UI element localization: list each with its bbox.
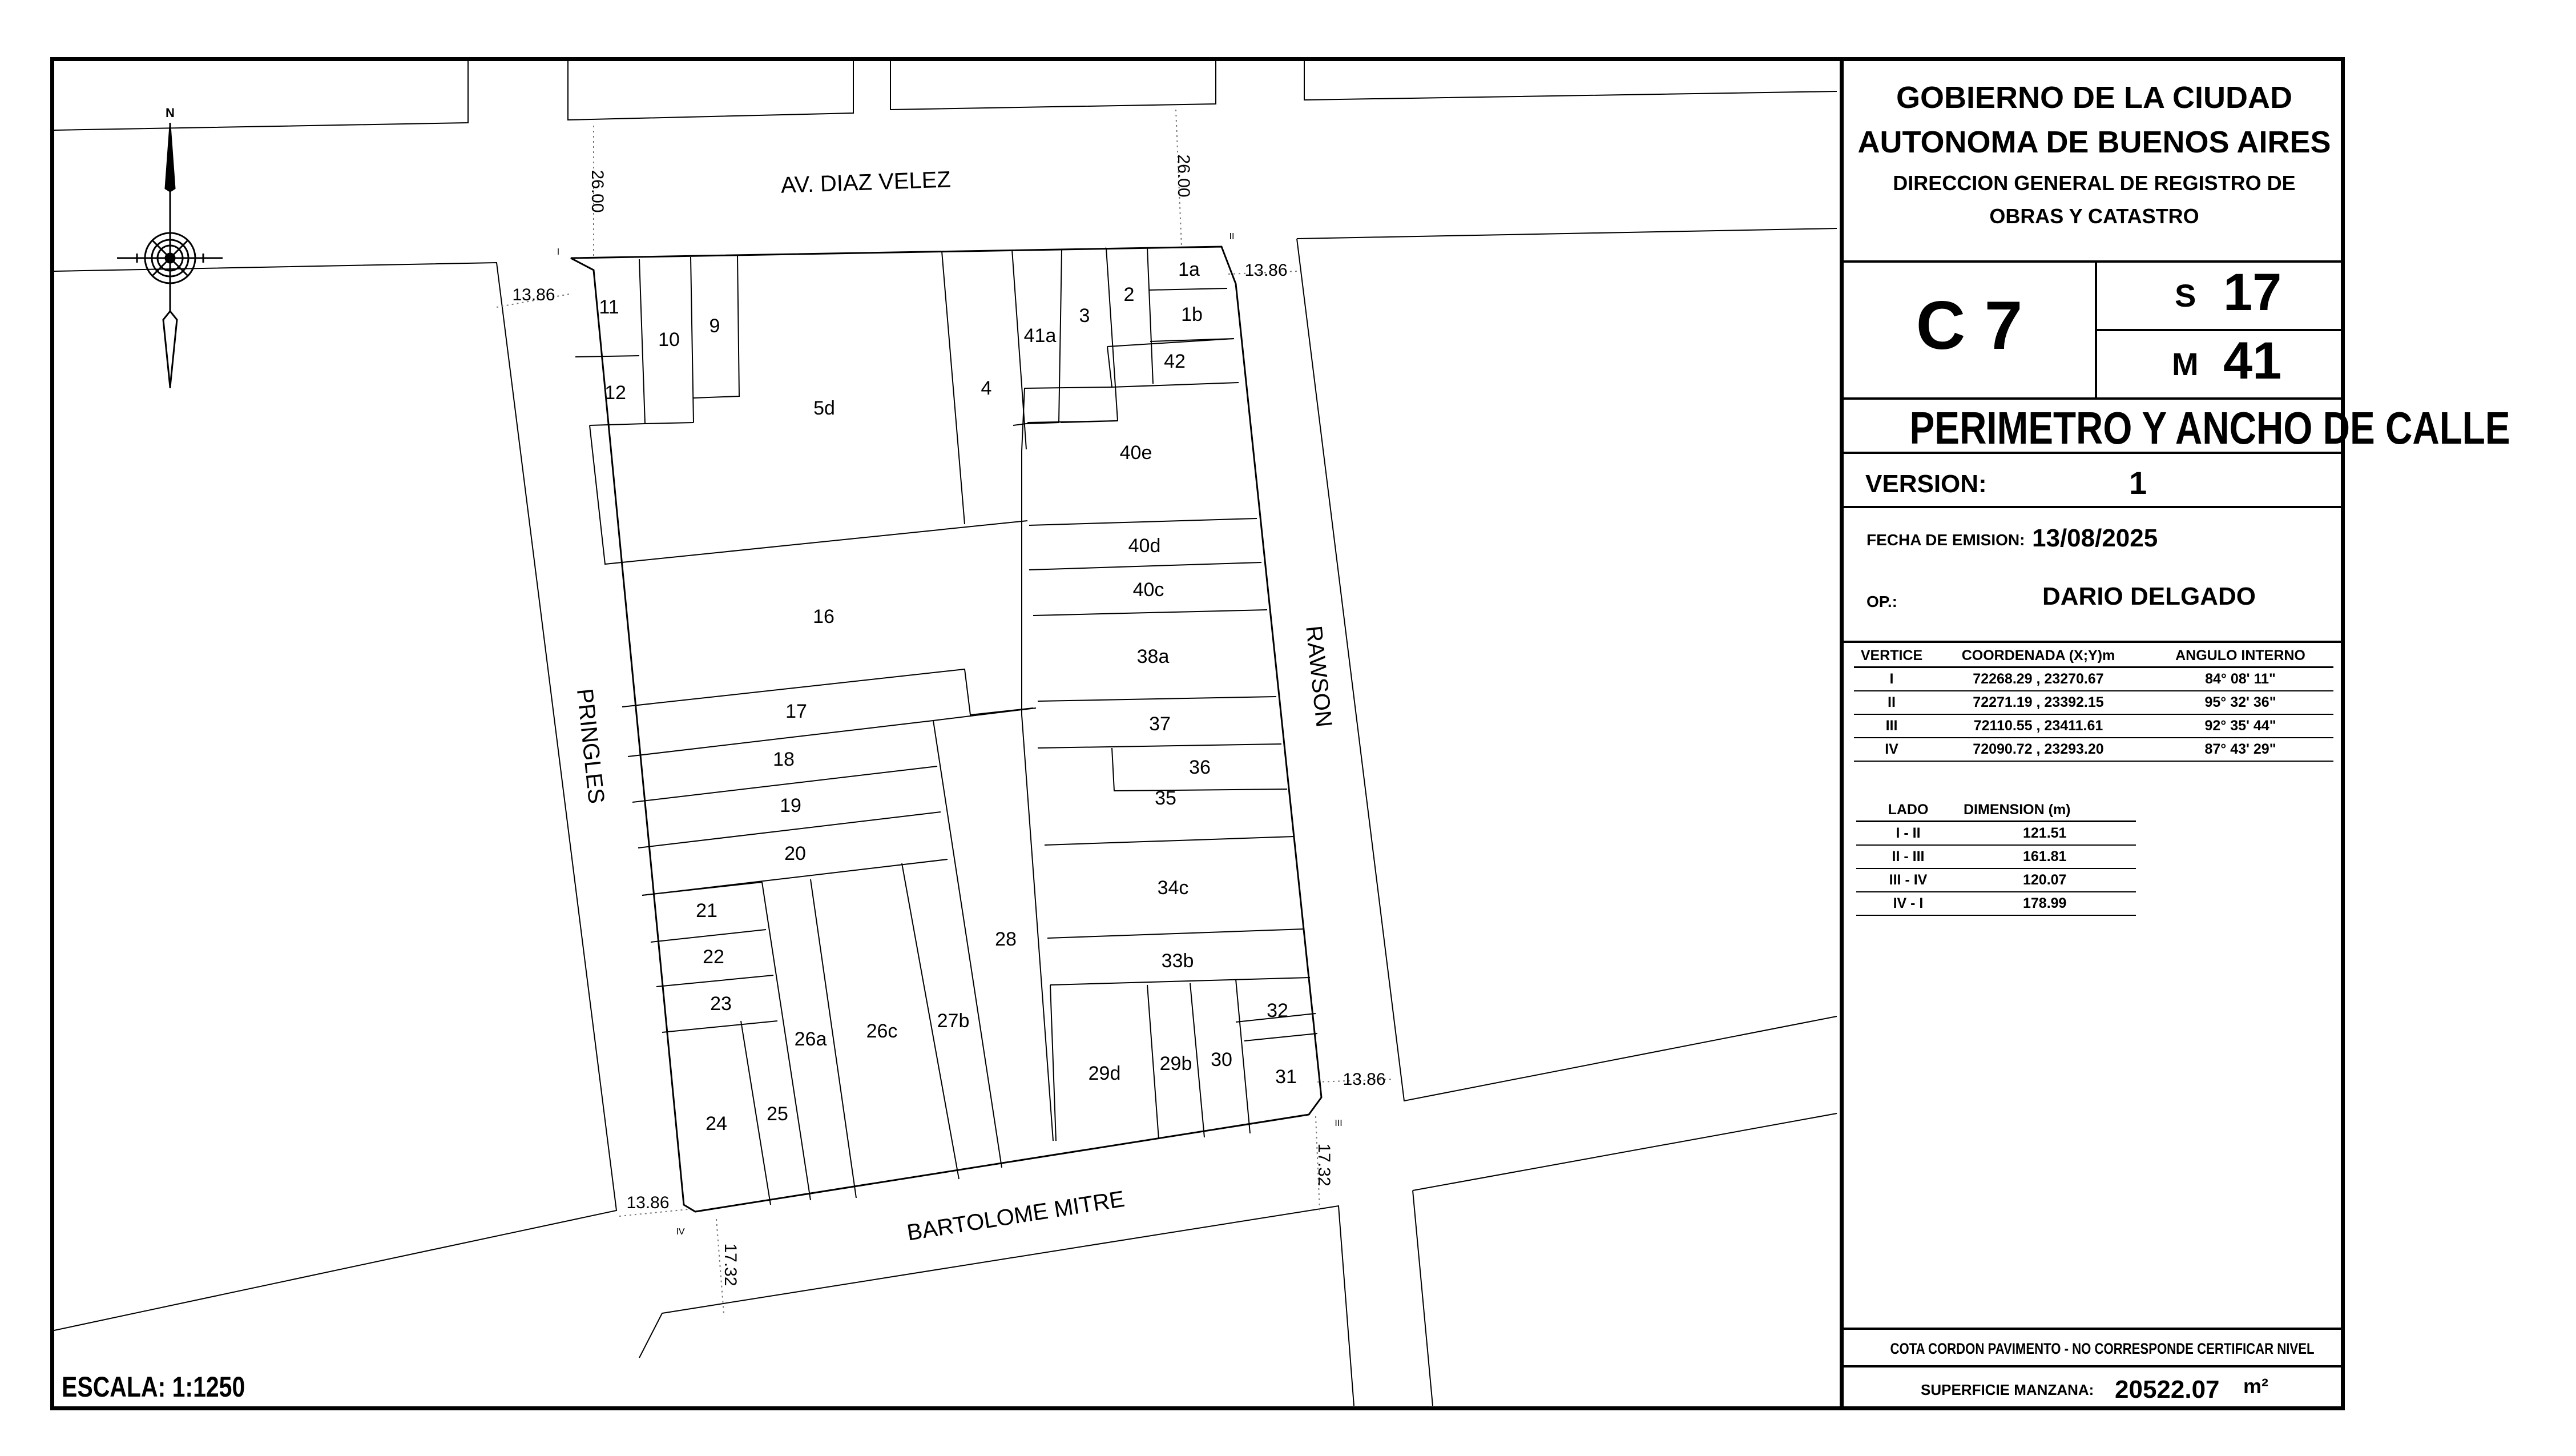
dept-line2: OBRAS Y CATASTRO (1989, 204, 2199, 228)
neighbor-block-outlines (54, 57, 1837, 1406)
title-block (1840, 57, 2510, 1410)
cota-note: COTA CORDON PAVIMENTO - NO CORRESPONDE CERTIFICAR NIVEL (1890, 1340, 2315, 1357)
superficie-unit: m² (2243, 1374, 2268, 1398)
table-row: III - IV 120.07 (1856, 868, 2136, 892)
vertex-mark-II: II (1229, 232, 1235, 242)
parcel-label-40c: 40c (1132, 578, 1164, 601)
superficie-value: 20522.07 (2115, 1375, 2220, 1403)
parcel-label-22: 22 (703, 946, 724, 968)
width-south-right: 17.32 (1315, 1143, 1334, 1186)
parcel-label-5d: 5d (813, 397, 835, 419)
vertex-mark-IV: IV (676, 1227, 685, 1237)
parcel-label-21: 21 (696, 899, 717, 922)
parcel-label-11: 11 (599, 296, 619, 318)
op-value: DARIO DELGADO (2042, 582, 2256, 610)
parcel-label-35: 35 (1155, 787, 1176, 809)
chamfer-se: 13.86 (1343, 1069, 1386, 1089)
parcel-label-33b: 33b (1161, 950, 1194, 972)
table-row: IV - I 178.99 (1856, 892, 2136, 915)
header-section (1844, 57, 2345, 263)
table-row: II 72271.19 , 23392.15 95° 32' 36" (1854, 691, 2333, 714)
gov-line2: AUTONOMA DE BUENOS AIRES (1857, 125, 2331, 159)
parcel-label-42: 42 (1164, 350, 1186, 372)
vertices-table-wrap (1854, 645, 2333, 762)
parcel-label-10: 10 (658, 328, 680, 351)
parcel-label-34c: 34c (1157, 876, 1189, 899)
table-row: III 72110.55 , 23411.61 92° 35' 44" (1854, 714, 2333, 738)
parcel-label-40e: 40e (1119, 441, 1152, 464)
scale-label: ESCALA: 1:1250 (62, 1371, 245, 1403)
parcel-label-4: 4 (981, 377, 992, 399)
parcel-label-27b: 27b (937, 1009, 970, 1032)
street-name-west: PRINGLES (571, 687, 609, 805)
vertex-mark-III: III (1335, 1119, 1343, 1129)
s-label: S (2175, 277, 2196, 313)
table-row: IV 72090.72 , 23293.20 87° 43' 29" (1854, 738, 2333, 761)
version-label: VERSION: (1865, 470, 1987, 498)
sides-table-wrap (1856, 799, 2136, 916)
info-section (1844, 508, 2345, 643)
parcel-label-40d: 40d (1128, 534, 1161, 557)
parcel-label-38a: 38a (1136, 645, 1170, 667)
circ-id: C 7 (1916, 287, 2023, 364)
op-label: OP.: (1867, 593, 1897, 610)
vertices-table (1854, 645, 2333, 762)
superficie-section (1844, 1367, 2345, 1406)
parcel-label-16: 16 (813, 605, 835, 628)
ids-section (1844, 263, 2345, 400)
st-header-lado: LADO (1856, 799, 1960, 822)
table-row: I 72268.29 , 23270.67 84° 08' 11" (1854, 667, 2333, 691)
doc-title: PERIMETRO Y ANCHO DE CALLE (1909, 403, 2510, 453)
gov-line1: GOBIERNO DE LA CIUDAD (1896, 81, 2292, 115)
vt-header-vertice: VERTICE (1854, 645, 1929, 667)
chamfer-ne: 13.86 (1244, 260, 1288, 280)
sides-table (1856, 799, 2136, 916)
parcel-label-29d: 29d (1088, 1062, 1121, 1084)
parcel-label-26c: 26c (866, 1020, 898, 1042)
parcel-label-17: 17 (785, 700, 807, 722)
parcel-label-28: 28 (995, 928, 1017, 950)
vt-header-coord: COORDENADA (X;Y)m (1929, 645, 2147, 667)
ids-horizontal-divider (2095, 329, 2345, 331)
table-row: II - III 161.81 (1856, 845, 2136, 868)
st-header-dimension: DIMENSION (m) (1960, 799, 2136, 822)
parcel-label-3: 3 (1079, 304, 1090, 327)
parcel-label-30: 30 (1211, 1048, 1232, 1071)
block-outline (571, 247, 1321, 1212)
fecha-label: FECHA DE EMISION: (1867, 531, 2025, 549)
dept-line1: DIRECCION GENERAL DE REGISTRO DE (1893, 171, 2296, 195)
north-arrow-icon (117, 106, 223, 388)
vt-header-angle: ANGULO INTERNO (2147, 645, 2333, 667)
superficie-label: SUPERFICIE MANZANA: (1921, 1381, 2094, 1398)
version-value: 1 (2129, 465, 2147, 501)
street-name-north: AV. DIAZ VELEZ (780, 167, 952, 198)
width-north-right: 26.00 (1174, 154, 1194, 198)
m-label: M (2172, 346, 2199, 382)
parcel-label-41a: 41a (1023, 324, 1057, 347)
width-north-left: 26.00 (588, 170, 607, 213)
m-value: 41 (2223, 332, 2282, 390)
chamfer-nw: 13.86 (512, 285, 555, 304)
parcel-label-23: 23 (710, 992, 732, 1015)
parcel-label-31: 31 (1275, 1065, 1297, 1088)
chamfer-sw: 13.86 (626, 1193, 670, 1212)
version-section (1844, 454, 2345, 508)
cota-section (1844, 1328, 2345, 1367)
parcel-label-20: 20 (784, 842, 806, 864)
parcel-label-29b: 29b (1159, 1052, 1192, 1075)
parcel-label-25: 25 (767, 1103, 788, 1125)
s-value: 17 (2223, 263, 2282, 321)
doc-title-section (1844, 400, 2510, 454)
parcel-lines (575, 248, 1317, 1205)
parcel-label-2: 2 (1123, 283, 1135, 305)
parcel-label-18: 18 (773, 748, 795, 770)
parcel-label-24: 24 (706, 1112, 727, 1135)
street-name-east: RAWSON (1301, 624, 1337, 729)
fecha-value: 13/08/2025 (2032, 524, 2158, 552)
parcel-label-32: 32 (1267, 999, 1288, 1021)
north-label: N (166, 106, 175, 120)
parcel-label-12: 12 (604, 381, 626, 404)
width-south-left: 17.32 (721, 1243, 740, 1286)
parcel-label-26a: 26a (794, 1028, 827, 1050)
parcel-label-37: 37 (1149, 713, 1171, 735)
vertex-mark-I: I (557, 247, 560, 258)
parcel-label-1b: 1b (1181, 303, 1203, 325)
parcel-label-9: 9 (709, 315, 720, 337)
parcel-label-19: 19 (780, 794, 801, 817)
street-name-south: BARTOLOME MITRE (905, 1186, 1127, 1246)
table-row: I - II 121.51 (1856, 822, 2136, 846)
parcel-label-36: 36 (1189, 756, 1211, 778)
parcel-label-1a: 1a (1178, 258, 1200, 280)
